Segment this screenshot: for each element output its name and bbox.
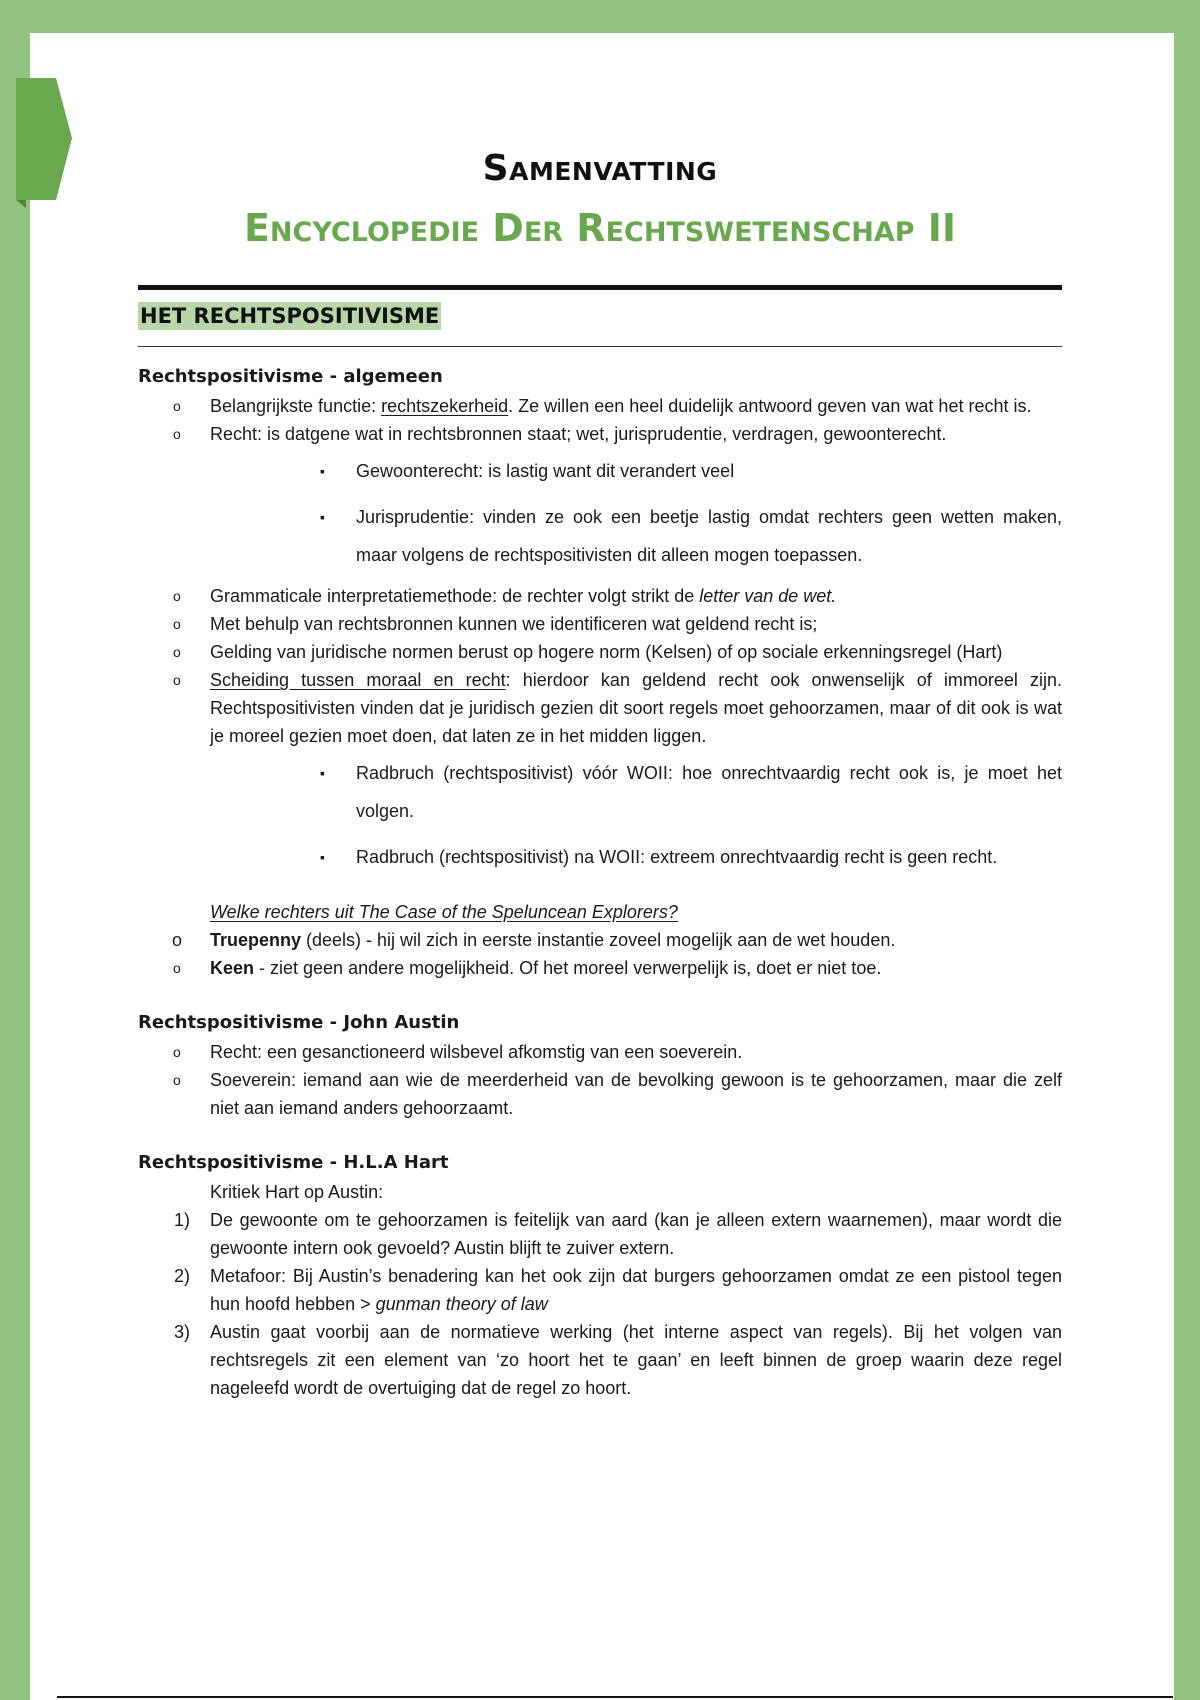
bullet-circle-icon: o <box>173 1044 181 1060</box>
bullet-square-icon: ▪ <box>320 463 325 479</box>
subheading-algemeen: Rechtspositivisme - algemeen <box>138 366 443 387</box>
bullet-circle-icon: o <box>173 588 181 604</box>
sub-list-item: ▪ Radbruch (rechtspositivist) na WOII: extreem onrechtvaardig recht is geen recht. <box>138 838 1062 876</box>
bullet-circle-icon: o <box>173 644 181 660</box>
bullet-circle-icon: o <box>173 616 181 632</box>
list-item: o Recht: is datgene wat in rechtsbronnen staat; wet, jurisprudentie, verdragen, gewoonterecht. <box>138 420 1062 448</box>
list-item: o Grammaticale interpretatiemethode: de rechter volgt strikt de letter van de wet. <box>138 582 1062 610</box>
list-item: o Gelding van juridische normen berust op hogere norm (Kelsen) of op sociale erkenningsregel (Hart) <box>138 638 1062 666</box>
question-line: Welke rechters uit The Case of the Speluncean Explorers? <box>210 902 678 922</box>
bullet-circle-icon: o <box>173 1072 181 1088</box>
bullet-circle-icon: o <box>173 398 181 414</box>
title-divider <box>138 285 1062 290</box>
bullet-circle-icon: o <box>173 960 181 976</box>
list-item: o Truepenny (deels) - hij wil zich in eerste instantie zoveel mogelijk aan de wet houden. <box>138 926 1062 954</box>
list-item: o Soeverein: iemand aan wie de meerderheid van de bevolking gewoon is te gehoorzamen, maar die zelf niet aan iemand anders gehoorzaamt. <box>138 1066 1062 1122</box>
sub-list-item: ▪ Gewoonterecht: is lastig want dit verandert veel <box>138 452 1062 490</box>
footer-divider <box>57 1696 1173 1698</box>
document-title: Samenvatting <box>482 148 718 189</box>
list-item: o Scheiding tussen moraal en recht: hierdoor kan geldend recht ook onwenselijk of immoreel zijn. Rechtspositivisten vinden dat je juridisch gezien dit soort regels moet gehoorzamen, maar of dit ook is wat je moreel gezien moet doen, dat laten ze in het midden liggen. <box>138 666 1062 750</box>
section-heading: HET RECHTSPOSITIVISME <box>140 304 440 328</box>
list-item: o Recht: een gesanctioneerd wilsbevel afkomstig van een soeverein. <box>138 1038 1062 1066</box>
bullet-square-icon: ▪ <box>320 509 325 525</box>
subheading-hart: Rechtspositivisme - H.L.A Hart <box>138 1152 449 1173</box>
sub-list-item: ▪ Radbruch (rechtspositivist) vóór WOII: hoe onrechtvaardig recht ook is, je moet het volgen. <box>138 754 1062 830</box>
bullet-square-icon: ▪ <box>320 849 325 865</box>
document-subtitle: Encyclopedie Der Rechtswetenschap II <box>243 206 957 250</box>
numbered-item: 2) Metafoor: Bij Austin’s benadering kan het ook zijn dat burgers gehoorzamen omdat ze een pistool tegen hun hoofd hebben > gunman theory of law <box>174 1266 1062 1314</box>
numbered-item: 1) De gewoonte om te gehoorzamen is feitelijk van aard (kan je alleen extern waarnemen), maar wordt die gewoonte intern ook gevoeld? Austin blijft te zuiver extern. <box>174 1210 1062 1258</box>
numbered-item: 3) Austin gaat voorbij aan de normatieve werking (het interne aspect van regels). Bij het volgen van rechtsregels zit een element van ‘zo hoort het te gaan’ en leeft binnen de groep waarin deze regel nageleefd wordt de overtuiging dat de regel zo hoort. <box>174 1322 1062 1398</box>
bullet-circle-icon: o <box>173 672 181 688</box>
bullet-square-icon: ▪ <box>320 765 325 781</box>
section-divider <box>138 346 1062 347</box>
sub-list-item: ▪ Jurisprudentie: vinden ze ook een beetje lastig omdat rechters geen wetten maken, maar volgens de rechtspositivisten dit alleen mogen toepassen. <box>138 498 1062 574</box>
list-item: o Belangrijkste functie: rechtszekerheid. Ze willen een heel duidelijk antwoord geven van wat het recht is. <box>138 392 1062 420</box>
hart-intro: Kritiek Hart op Austin: <box>210 1182 384 1202</box>
subheading-austin: Rechtspositivisme - John Austin <box>138 1012 460 1033</box>
document-body <box>138 362 1062 1402</box>
list-item: o Met behulp van rechtsbronnen kunnen we identificeren wat geldend recht is; <box>138 610 1062 638</box>
bullet-o-icon: o <box>172 930 183 950</box>
list-item: o Keen - ziet geen andere mogelijkheid. Of het moreel verwerpelijk is, doet er niet toe. <box>138 954 1062 982</box>
bullet-circle-icon: o <box>173 426 181 442</box>
